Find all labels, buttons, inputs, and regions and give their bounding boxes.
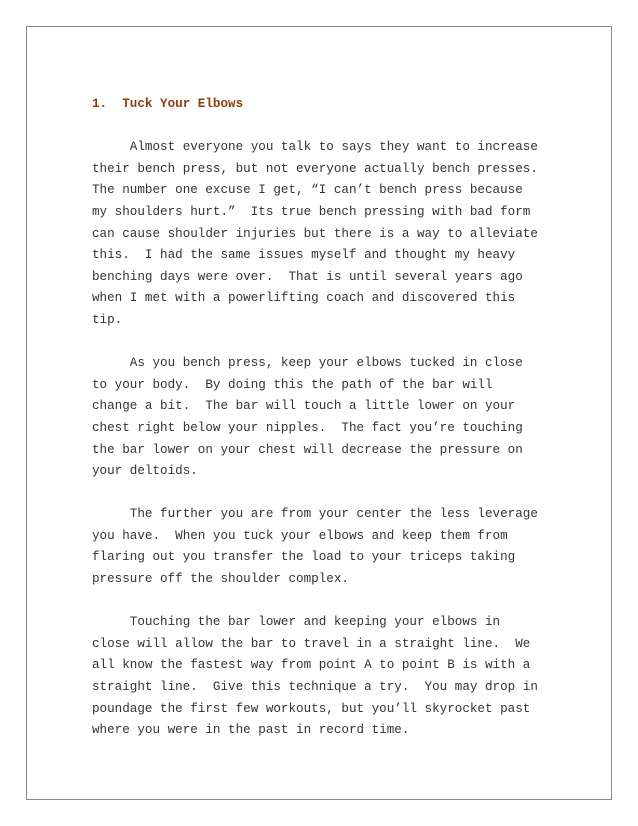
text-line: the bar lower on your chest will decrease the pressure on	[92, 442, 523, 457]
paragraph	[92, 504, 552, 590]
text-line: all know the fastest way from point A to point B is with a	[92, 658, 531, 673]
text-line: The further you are from your center the less leverage	[92, 507, 538, 522]
text-line: benching days were over. That is until several years ago	[92, 269, 523, 284]
text-line: my shoulders hurt.” Its true bench pressing with bad form	[92, 204, 531, 219]
text-line: flaring out you transfer the load to your triceps taking	[92, 550, 516, 565]
text-line: close will allow the bar to travel in a straight line. We	[92, 636, 531, 651]
text-line: Almost everyone you talk to says they want to increase	[92, 140, 538, 155]
text-line: The number one excuse I get, “I can’t bench press because	[92, 183, 523, 198]
text-line: pressure off the shoulder complex.	[92, 572, 349, 587]
text-line: when I met with a powerlifting coach and discovered this	[92, 291, 516, 306]
document-body	[92, 94, 552, 763]
text-line: where you were in the past in record time.	[92, 723, 410, 738]
text-line: your deltoids.	[92, 464, 198, 479]
text-line: this. I had the same issues myself and thought my heavy	[92, 248, 516, 263]
text-line: their bench press, but not everyone actually bench presses.	[92, 161, 538, 176]
text-line: As you bench press, keep your elbows tucked in close	[92, 356, 523, 371]
text-line: chest right below your nipples. The fact you’re touching	[92, 420, 523, 435]
text-line: straight line. Give this technique a try. You may drop in	[92, 680, 538, 695]
text-line: you have. When you tuck your elbows and keep them from	[92, 528, 508, 543]
paragraphs	[92, 137, 552, 742]
paragraph	[92, 353, 552, 483]
text-line: change a bit. The bar will touch a little lower on your	[92, 399, 516, 414]
text-line: tip.	[92, 312, 123, 327]
text-line: poundage the first few workouts, but you’ll skyrocket past	[92, 701, 531, 716]
paragraph	[92, 137, 552, 331]
section-heading: 1. Tuck Your Elbows	[92, 97, 244, 111]
text-line: to your body. By doing this the path of the bar will	[92, 377, 493, 392]
text-line: can cause shoulder injuries but there is a way to alleviate	[92, 226, 538, 241]
text-line: Touching the bar lower and keeping your elbows in	[92, 615, 501, 630]
paragraph	[92, 612, 552, 742]
